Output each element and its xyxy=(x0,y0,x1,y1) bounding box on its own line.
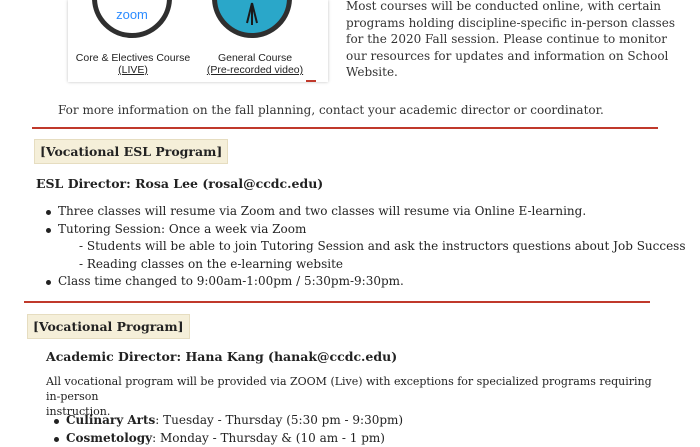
core-caption-live: (LIVE) xyxy=(70,64,196,76)
culinary-label: Culinary Arts xyxy=(66,413,155,427)
list-item: Three classes will resume via Zoom and two classes will resume via Online E-learning. xyxy=(46,203,686,221)
esl-bullet-list xyxy=(46,203,686,291)
intro-line: our resources for updates and information on School xyxy=(346,48,686,65)
vocational-desc-line: All vocational program will be provided via ZOOM (Live) with exceptions for specialized programs requiring in-person xyxy=(46,374,666,404)
bullet-icon xyxy=(54,419,59,424)
list-item xyxy=(54,430,403,447)
esl-director: ESL Director: Rosa Lee (rosal@ccdc.edu) xyxy=(36,176,323,191)
intro-line: programs holding discipline-specific in-person classes xyxy=(346,15,686,32)
general-caption-title: General Course xyxy=(196,52,314,64)
list-item xyxy=(54,412,403,430)
list-item: Tutoring Session: Once a week via Zoom xyxy=(46,221,686,239)
vocational-director: Academic Director: Hana Kang (hanak@ccdc.edu) xyxy=(46,349,397,364)
bullet-icon xyxy=(46,280,51,285)
vocational-program-heading: [Vocational Program] xyxy=(27,314,190,339)
list-item: Class time changed to 9:00am-1:00pm / 5:30pm-9:30pm. xyxy=(46,273,686,291)
vocational-bullet-list xyxy=(54,412,403,447)
bullet-icon xyxy=(46,210,51,215)
intro-line: Website. xyxy=(346,64,686,81)
intro-line: Most courses will be conducted online, with certain xyxy=(346,0,686,15)
sub-list-item: - Reading classes on the e-learning website xyxy=(46,256,686,274)
esl-program-heading: [Vocational ESL Program] xyxy=(34,139,228,164)
more-info-text: For more information on the fall planning, contact your academic director or coordinator. xyxy=(58,102,604,119)
bullet-icon xyxy=(46,228,51,233)
intro-line: for the 2020 Fall session. Please continue to monitor xyxy=(346,31,686,48)
red-accent xyxy=(306,80,316,82)
video-lesson-icon xyxy=(212,0,292,38)
sub-list-item: - Students will be able to join Tutoring Session and ask the instructors questions about Job Success xyxy=(46,238,686,256)
vocational-desc-line: instruction. xyxy=(46,404,666,419)
culinary-schedule: : Tuesday - Thursday (5:30 pm - 9:30pm) xyxy=(155,413,403,427)
cosmetology-schedule: : Monday - Thursday & (10 am - 1 pm) xyxy=(152,431,385,445)
general-caption-video: (Pre-recorded video) xyxy=(196,64,314,76)
cosmetology-label: Cosmetology xyxy=(66,431,152,445)
zoom-logo-text: zoom xyxy=(97,7,167,22)
zoom-logo-icon xyxy=(92,0,172,38)
course-type-image xyxy=(68,0,328,82)
divider-middle xyxy=(24,301,650,303)
easel-icon xyxy=(217,0,287,33)
core-course-caption xyxy=(70,52,196,76)
core-caption-title: Core & Electives Course xyxy=(70,52,196,64)
intro-paragraph xyxy=(346,0,686,81)
general-course-caption xyxy=(196,52,314,76)
divider-top xyxy=(32,127,658,129)
